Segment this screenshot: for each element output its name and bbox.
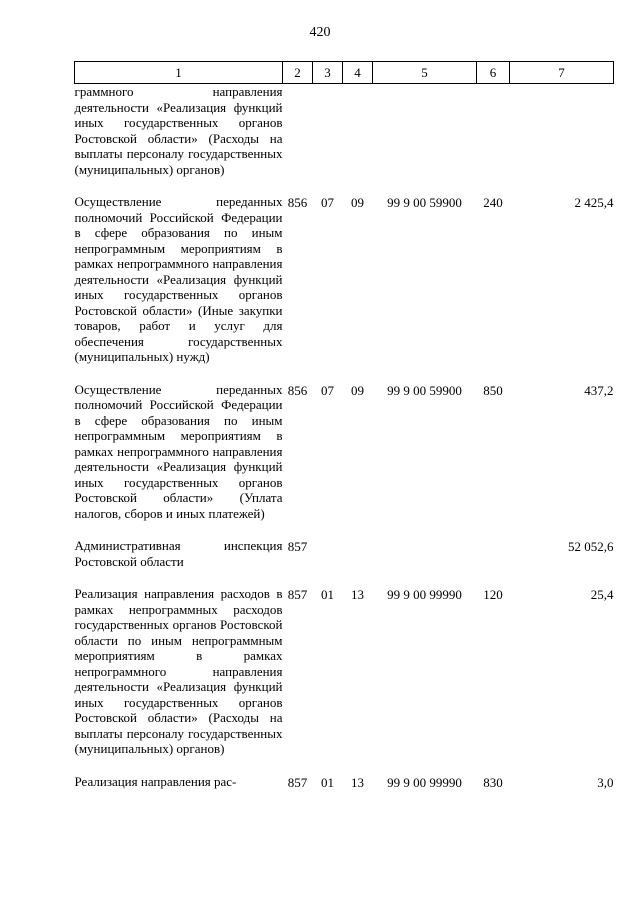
row-section-code: 01 <box>321 587 334 602</box>
column-header: 1 <box>75 62 283 84</box>
row-target-code: 99 9 00 59900 <box>387 382 462 398</box>
row-subsection-code <box>343 538 373 586</box>
row-ministry-code: 857 <box>287 539 308 554</box>
row-section-code <box>313 84 343 195</box>
row-expense-type: 830 <box>483 774 503 790</box>
table-row <box>75 84 614 195</box>
row-expense-type <box>477 84 510 195</box>
row-section-code <box>313 538 343 586</box>
row-description: Реализация направления рас- <box>74 773 237 789</box>
table-row <box>75 774 614 808</box>
row-target-code <box>373 84 477 195</box>
table-header-row <box>75 62 614 84</box>
column-header: 3 <box>313 62 343 84</box>
page-number: 420 <box>309 25 331 40</box>
column-header: 4 <box>343 62 373 84</box>
row-description: граммного направления деятельности «Реализация функций иных государственных органов Ростовской области» (Расходы на выплаты персоналу государственных (муниципальных) органов) <box>74 84 283 177</box>
row-subsection-code: 13 <box>351 587 364 602</box>
row-target-code: 99 9 00 99990 <box>387 774 462 790</box>
table-row <box>75 586 614 774</box>
row-target-code: 99 9 00 59900 <box>387 195 462 210</box>
column-header: 5 <box>373 62 477 84</box>
row-description: Осуществление переданных полномочий Российской Федерации в сфере образования по иным непрограммным мероприятиям в рамках непрограммного направления деятельности «Реализация функций иных государственных органов Ростовской области» (Иные закупки товаров, работ и услуг для обеспечения государственных (муниципальных) нужд) <box>74 194 283 364</box>
row-expense-type: 120 <box>483 587 503 602</box>
column-header: 7 <box>510 62 614 84</box>
row-expense-type: 850 <box>483 382 503 398</box>
row-amount: 25,4 <box>590 587 614 602</box>
row-amount: 2 425,4 <box>574 195 614 210</box>
row-description: Административная инспекция Ростовской области <box>74 538 283 569</box>
row-expense-type: 240 <box>483 195 503 210</box>
row-section-code: 01 <box>321 774 334 790</box>
row-subsection-code <box>343 84 373 195</box>
row-expense-type <box>477 538 510 586</box>
table-row <box>75 382 614 539</box>
row-subsection-code: 13 <box>351 774 364 790</box>
column-header: 2 <box>283 62 313 84</box>
row-description: Реализация направления расходов в рамках непрограммных расходов государственных органов Ростовской области по иным непрограммным мероприятиям в рамках непрограммного направления деятельности «Реализация функций иных государственных органов Ростовской области» (Расходы на выплаты персоналу государственных (муниципальных) органов) <box>74 586 283 756</box>
row-ministry-code <box>283 84 313 195</box>
row-amount: 437,2 <box>584 382 614 398</box>
row-amount <box>510 84 614 195</box>
row-section-code: 07 <box>321 382 334 398</box>
column-header: 6 <box>477 62 510 84</box>
row-amount: 52 052,6 <box>568 539 614 554</box>
row-ministry-code: 857 <box>287 774 308 790</box>
budget-table <box>74 61 614 807</box>
table-row <box>75 538 614 586</box>
row-description: Осуществление переданных полномочий Российской Федерации в сфере образования по иным непрограммным мероприятиям в рамках непрограммного направления деятельности «Реализация функций иных государственных органов Ростовской области» (Уплата налогов, сборов и иных платежей) <box>74 381 283 521</box>
row-ministry-code: 857 <box>287 587 308 602</box>
row-ministry-code: 856 <box>287 382 308 398</box>
row-ministry-code: 856 <box>287 195 308 210</box>
row-section-code: 07 <box>321 195 334 210</box>
row-subsection-code: 09 <box>351 382 364 398</box>
table-row <box>75 194 614 382</box>
row-subsection-code: 09 <box>351 195 364 210</box>
row-amount: 3,0 <box>597 774 614 790</box>
row-target-code: 99 9 00 99990 <box>387 587 462 602</box>
row-target-code <box>373 538 477 586</box>
